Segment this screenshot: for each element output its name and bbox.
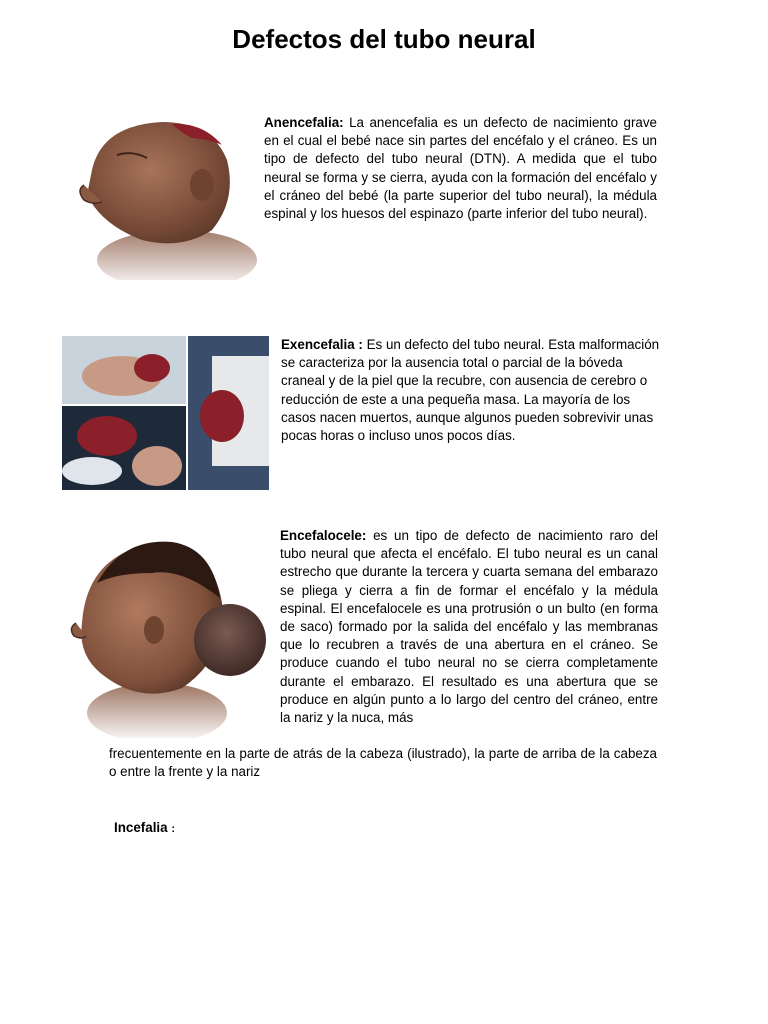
anencefalia-illustration	[62, 110, 257, 280]
encefalocele-description: es un tipo de defecto de nacimiento raro del tubo neural que afecta el encéfalo. El tubo neural es un canal estrecho que durante la tercera y cuarta semana del embarazo se pliega y cierra a fin de formar el encéfalo y la médula espinal. El encefalocele es una protrusión o un bulto (en forma de saco) formado por la salida del encéfalo y las membranas que lo recubren a través de una abertura en el cráneo. Se produce cuando el tubo neural no se cierra completamente durante el embarazo. El resultado es una abertura que se produce en algún punto a lo largo del centro del cráneo, entre la nariz y la nuca, más	[280, 528, 658, 726]
incefalia-heading	[114, 820, 175, 835]
incefalia-colon: :	[171, 823, 175, 835]
infant-head-profile-figure	[62, 110, 257, 280]
exencefalia-term: Exencefalia :	[281, 337, 363, 352]
clinical-photos-figure	[62, 336, 269, 490]
infant-with-occipital-sac-figure	[62, 528, 267, 738]
incefalia-term: Incefalia	[114, 820, 168, 835]
page-title: Defectos del tubo neural	[232, 24, 536, 54]
anencefalia-term: Anencefalia:	[264, 115, 344, 130]
anencefalia-description: La anencefalia es un defecto de nacimiento grave en el cual el bebé nace sin partes del encéfalo y el cráneo. Es un tipo de defecto del tubo neural (DTN). A medida que el tubo neural se forma y se cierra, ayuda con la formación del encéfalo y el cráneo del bebé (la parte superior del tubo neural), la médula espinal y los huesos del espinazo (parte inferior del tubo neural).	[264, 115, 657, 222]
anencefalia-paragraph	[264, 114, 657, 223]
exencefalia-description: Es un defecto del tubo neural. Esta malformación se caracteriza por la ausencia total o parcial de la bóveda craneal y de la piel que la recubre, con ausencia de cerebro o reducción de este a una pequeña masa. La mayoría de los casos nacen muertos, aunque algunos pueden sobrevivir unas pocas horas o incluso unos pocos días.	[281, 337, 660, 444]
encefalocele-paragraph	[280, 527, 658, 727]
encefalocele-paragraph-continued: frecuentemente en la parte de atrás de la cabeza (ilustrado), la parte de arriba de la cabeza o entre la frente y la nariz	[109, 746, 657, 780]
encefalocele-term: Encefalocele:	[280, 528, 367, 543]
exencefalia-paragraph	[281, 336, 661, 445]
encefalocele-illustration	[62, 528, 267, 738]
exencefalia-photo-collage	[62, 336, 269, 490]
